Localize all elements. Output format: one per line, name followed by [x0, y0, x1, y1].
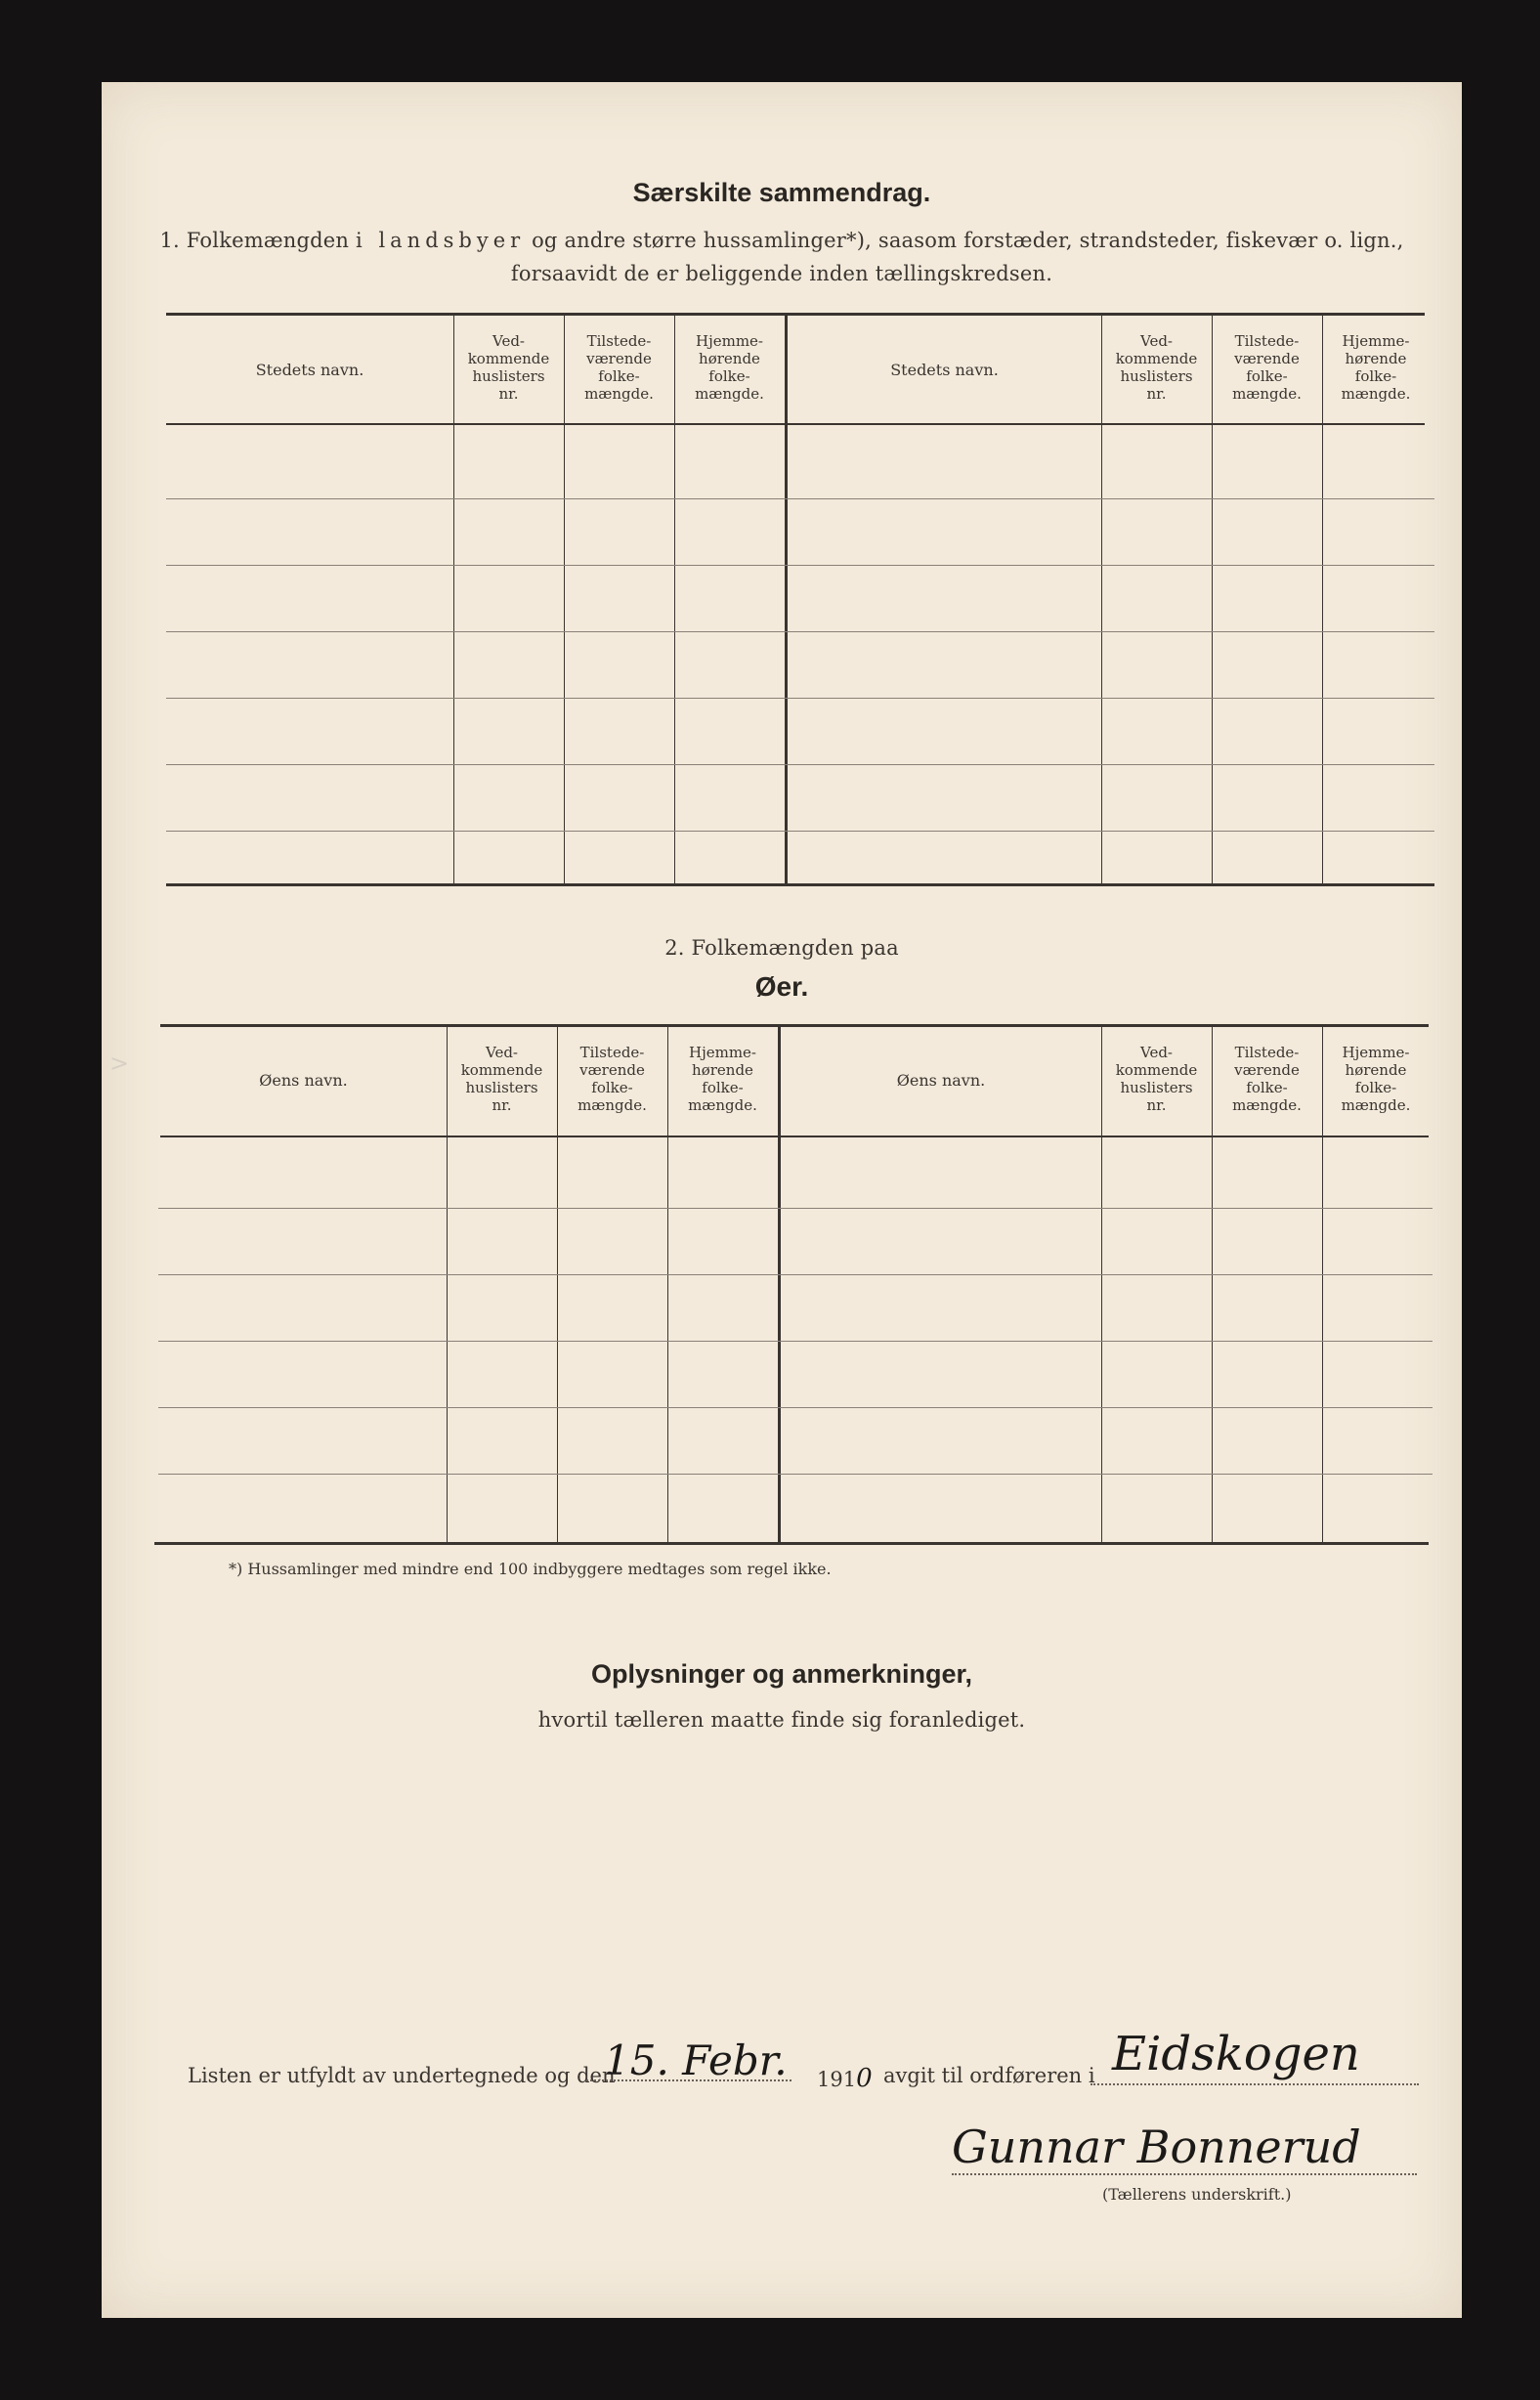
- t2-col-name-right: Øens navn.: [896, 1071, 986, 1090]
- remarks-title: Oplysninger og anmerkninger,: [590, 1659, 973, 1689]
- handwritten-place: Eidskogen: [1112, 2027, 1360, 2081]
- table2-top-rule: [160, 1024, 1429, 1027]
- table1-top-rule: [166, 313, 1425, 316]
- t1-col-tilstede-right: Tilstede- værende folke- mængde.: [1232, 332, 1302, 403]
- section1-title: Særskilte sammendrag.: [632, 178, 931, 207]
- t1-col-huslister-left: Ved- kommende huslisters nr.: [467, 332, 550, 403]
- table1-header-rule: [166, 423, 1425, 425]
- t1-col-tilstede-left: Tilstede- værende folke- mængde.: [584, 332, 654, 403]
- t1-col-hjemme-right: Hjemme- hørende folke- mængde.: [1341, 332, 1411, 403]
- signature-middle: avgit til ordføreren i: [883, 2064, 1095, 2087]
- section1-intro-line2: forsaavidt de er beliggende inden tællingskredsen.: [510, 262, 1053, 285]
- year-printed: 191: [817, 2068, 857, 2091]
- t1-col-name-left: Stedets navn.: [255, 361, 364, 379]
- t1-col-huslister-right: Ved- kommende huslisters nr.: [1115, 332, 1198, 403]
- t2-col-name-left: Øens navn.: [259, 1071, 348, 1090]
- t1-col-hjemme-left: Hjemme- hørende folke- mængde.: [695, 332, 764, 403]
- t2-col-huslister-right: Ved- kommende huslisters nr.: [1115, 1044, 1198, 1114]
- census-form-page: [102, 82, 1462, 2318]
- section1-intro-line1: [102, 229, 1462, 252]
- section2-line: 2. Folkemængden paa: [664, 936, 899, 960]
- t2-col-tilstede-left: Tilstede- værende folke- mængde.: [578, 1044, 647, 1114]
- table1-bottom-rule: [166, 883, 1434, 886]
- table2-bottom-rule: [154, 1542, 1429, 1545]
- year-field: [817, 2064, 873, 2093]
- section1-intro-rest: og andre større hussamlinger*), saasom forstæder, strandsteder, fiskevær o. lign.,: [525, 229, 1404, 252]
- footnote: *) Hussamlinger med mindre end 100 indbyggere medtages som regel ikke.: [229, 1560, 832, 1578]
- table2-header-rule: [160, 1136, 1429, 1137]
- t2-col-hjemme-left: Hjemme- hørende folke- mængde.: [688, 1044, 757, 1114]
- remarks-subtitle: hvortil tælleren maatte finde sig foranlediget.: [537, 1708, 1026, 1732]
- t2-col-hjemme-right: Hjemme- hørende folke- mængde.: [1341, 1044, 1411, 1114]
- t2-col-tilstede-right: Tilstede- værende folke- mængde.: [1232, 1044, 1302, 1114]
- section1-intro-spaced: i landsbyer: [356, 229, 526, 252]
- section1-intro-prefix: 1. Folkemængden: [159, 229, 357, 252]
- section2-title: Øer.: [754, 971, 809, 1002]
- handwritten-signature: Gunnar Bonnerud: [952, 2121, 1361, 2173]
- signature-caption: (Tællerens underskrift.): [1102, 2185, 1292, 2204]
- t2-col-huslister-left: Ved- kommende huslisters nr.: [460, 1044, 543, 1114]
- signature-prefix: Listen er utfyldt av undertegnede og den: [188, 2064, 616, 2087]
- margin-mark: >: [109, 1050, 130, 1077]
- t1-col-name-right: Stedets navn.: [890, 361, 999, 379]
- handwritten-date: 15. Febr.: [604, 2036, 788, 2084]
- year-handwritten: 0: [856, 2064, 873, 2093]
